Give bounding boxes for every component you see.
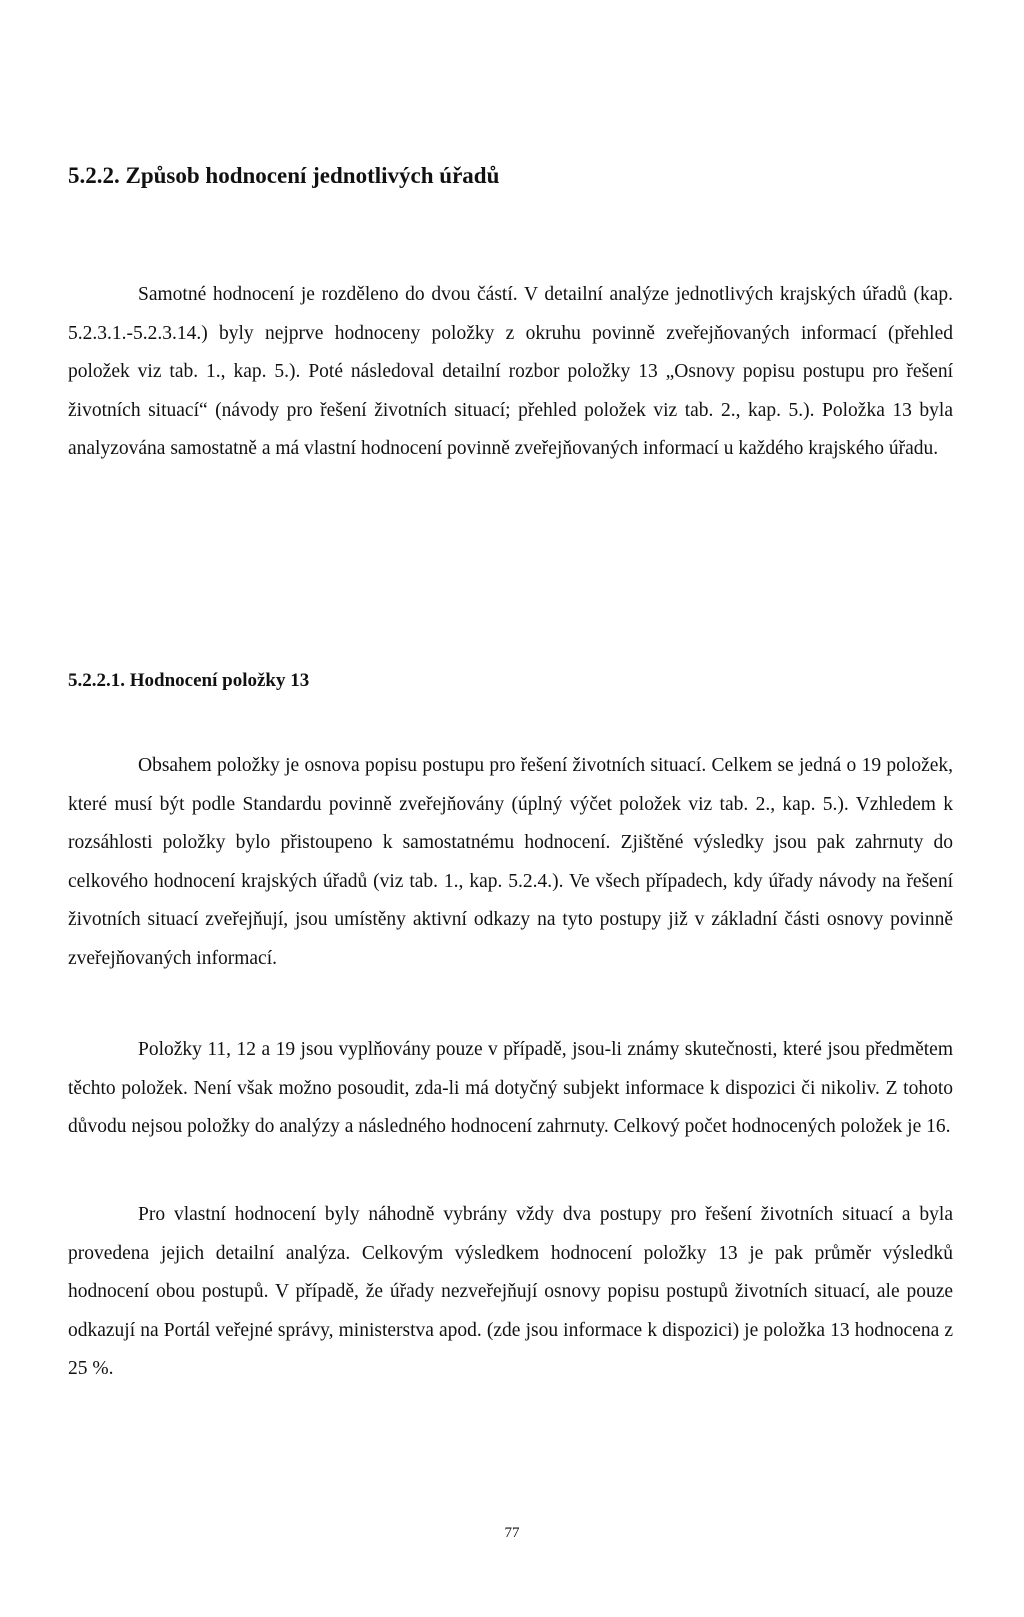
page-number: 77	[504, 1525, 520, 1541]
subsection-paragraph-2: Položky 11, 12 a 19 jsou vyplňovány pouze v případě, jsou-li známy skutečnosti, které jsou předmětem těchto položek. Není však možno posoudit, zda-li má dotyčný subjekt informace k dispozici či nikoliv. Z tohoto důvodu nejsou položky do analýzy a následného hodnocení zahrnuty. Celkový počet hodnocených položek je 16.	[68, 1039, 953, 1138]
subsection-paragraph-3: Pro vlastní hodnocení byly náhodně vybrány vždy dva postupy pro řešení životních situací a byla provedena jejich detailní analýza. Celkovým výsledkem hodnocení položky 13 je pak průměr výsledků hodnocení obou postupů. V případě, že úřady nezveřejňují osnovy popisu postupů životních situací, ale pouze odkazují na Portál veřejné správy, ministerstva apod. (zde jsou informace k dispozici) je položka 13 hodnocena z 25 %.	[68, 1204, 953, 1380]
subsection-heading: 5.2.2.1. Hodnocení položky 13	[68, 670, 310, 691]
section-heading: 5.2.2. Způsob hodnocení jednotlivých úřadů	[68, 163, 500, 188]
subsection-paragraph-1: Obsahem položky je osnova popisu postupu pro řešení životních situací. Celkem se jedná o 19 položek, které musí být podle Standardu povinně zveřejňovány (úplný výčet položek viz tab. 2., kap. 5.). Vzhledem k rozsáhlosti položky bylo přistoupeno k samostatnému hodnocení. Zjištěné výsledky jsou pak zahrnuty do celkového hodnocení krajských úřadů (viz tab. 1., kap. 5.2.4.). Ve všech případech, kdy úřady návody na řešení životních situací zveřejňují, jsou umístěny aktivní odkazy na tyto postupy již v základní části osnovy povinně zveřejňovaných informací.	[68, 755, 953, 969]
section-paragraph: Samotné hodnocení je rozděleno do dvou částí. V detailní analýze jednotlivých krajských úřadů (kap. 5.2.3.1.-5.2.3.14.) byly nejprve hodnoceny položky z okruhu povinně zveřejňovaných informací (přehled položek viz tab. 1., kap. 5.). Poté následoval detailní rozbor položky 13 „Osnovy popisu postupu pro řešení životních situací“ (návody pro řešení životních situací; přehled položek viz tab. 2., kap. 5.). Položka 13 byla analyzována samostatně a má vlastní hodnocení povinně zveřejňovaných informací u každého krajského úřadu.	[68, 284, 953, 460]
